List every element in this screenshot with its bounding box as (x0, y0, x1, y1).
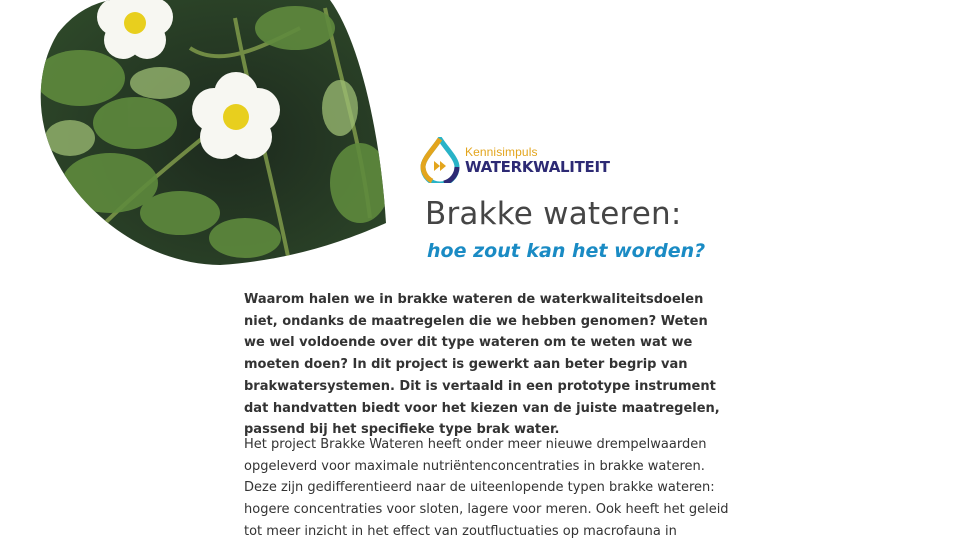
page-title: Brakke wateren: (425, 196, 682, 232)
body-paragraph: Het project Brakke Wateren heeft onder meer nieuwe drempelwaarden opgeleverd voor maximale nutriëntenconcentraties in brakke wateren. Deze zijn gedifferentieerd naar de uiteenlopende typen brakke wateren: hogere concentraties voor sloten, lagere voor meren. Ook heeft het geleid tot meer inzicht in het effect van zoutfluctuaties op macrofauna in (244, 437, 729, 539)
brand-logo (420, 137, 610, 183)
water-drop-play-icon (420, 137, 460, 183)
brand-name-top: Kennisimpuls (465, 144, 538, 159)
intro-paragraph: Waarom halen we in brakke wateren de waterkwaliteitsdoelen niet, ondanks de maatregelen die we hebben genomen? Weten we wel voldoende over dit type wateren om te weten wat we moeten doen? In dit project is gewerkt aan beter begrip van brakwatersystemen. Dit is vertaald in een prototype instrument dat handvatten biedt voor het kiezen van de juiste maatregelen, passend bij het specifieke type brak water. (244, 292, 720, 438)
brand-name-bottom: WATERKWALITEIT (465, 157, 610, 176)
hero-flower-photo (40, 0, 386, 266)
page-subtitle: hoe zout kan het worden? (427, 240, 706, 262)
flower-top (97, 0, 173, 59)
